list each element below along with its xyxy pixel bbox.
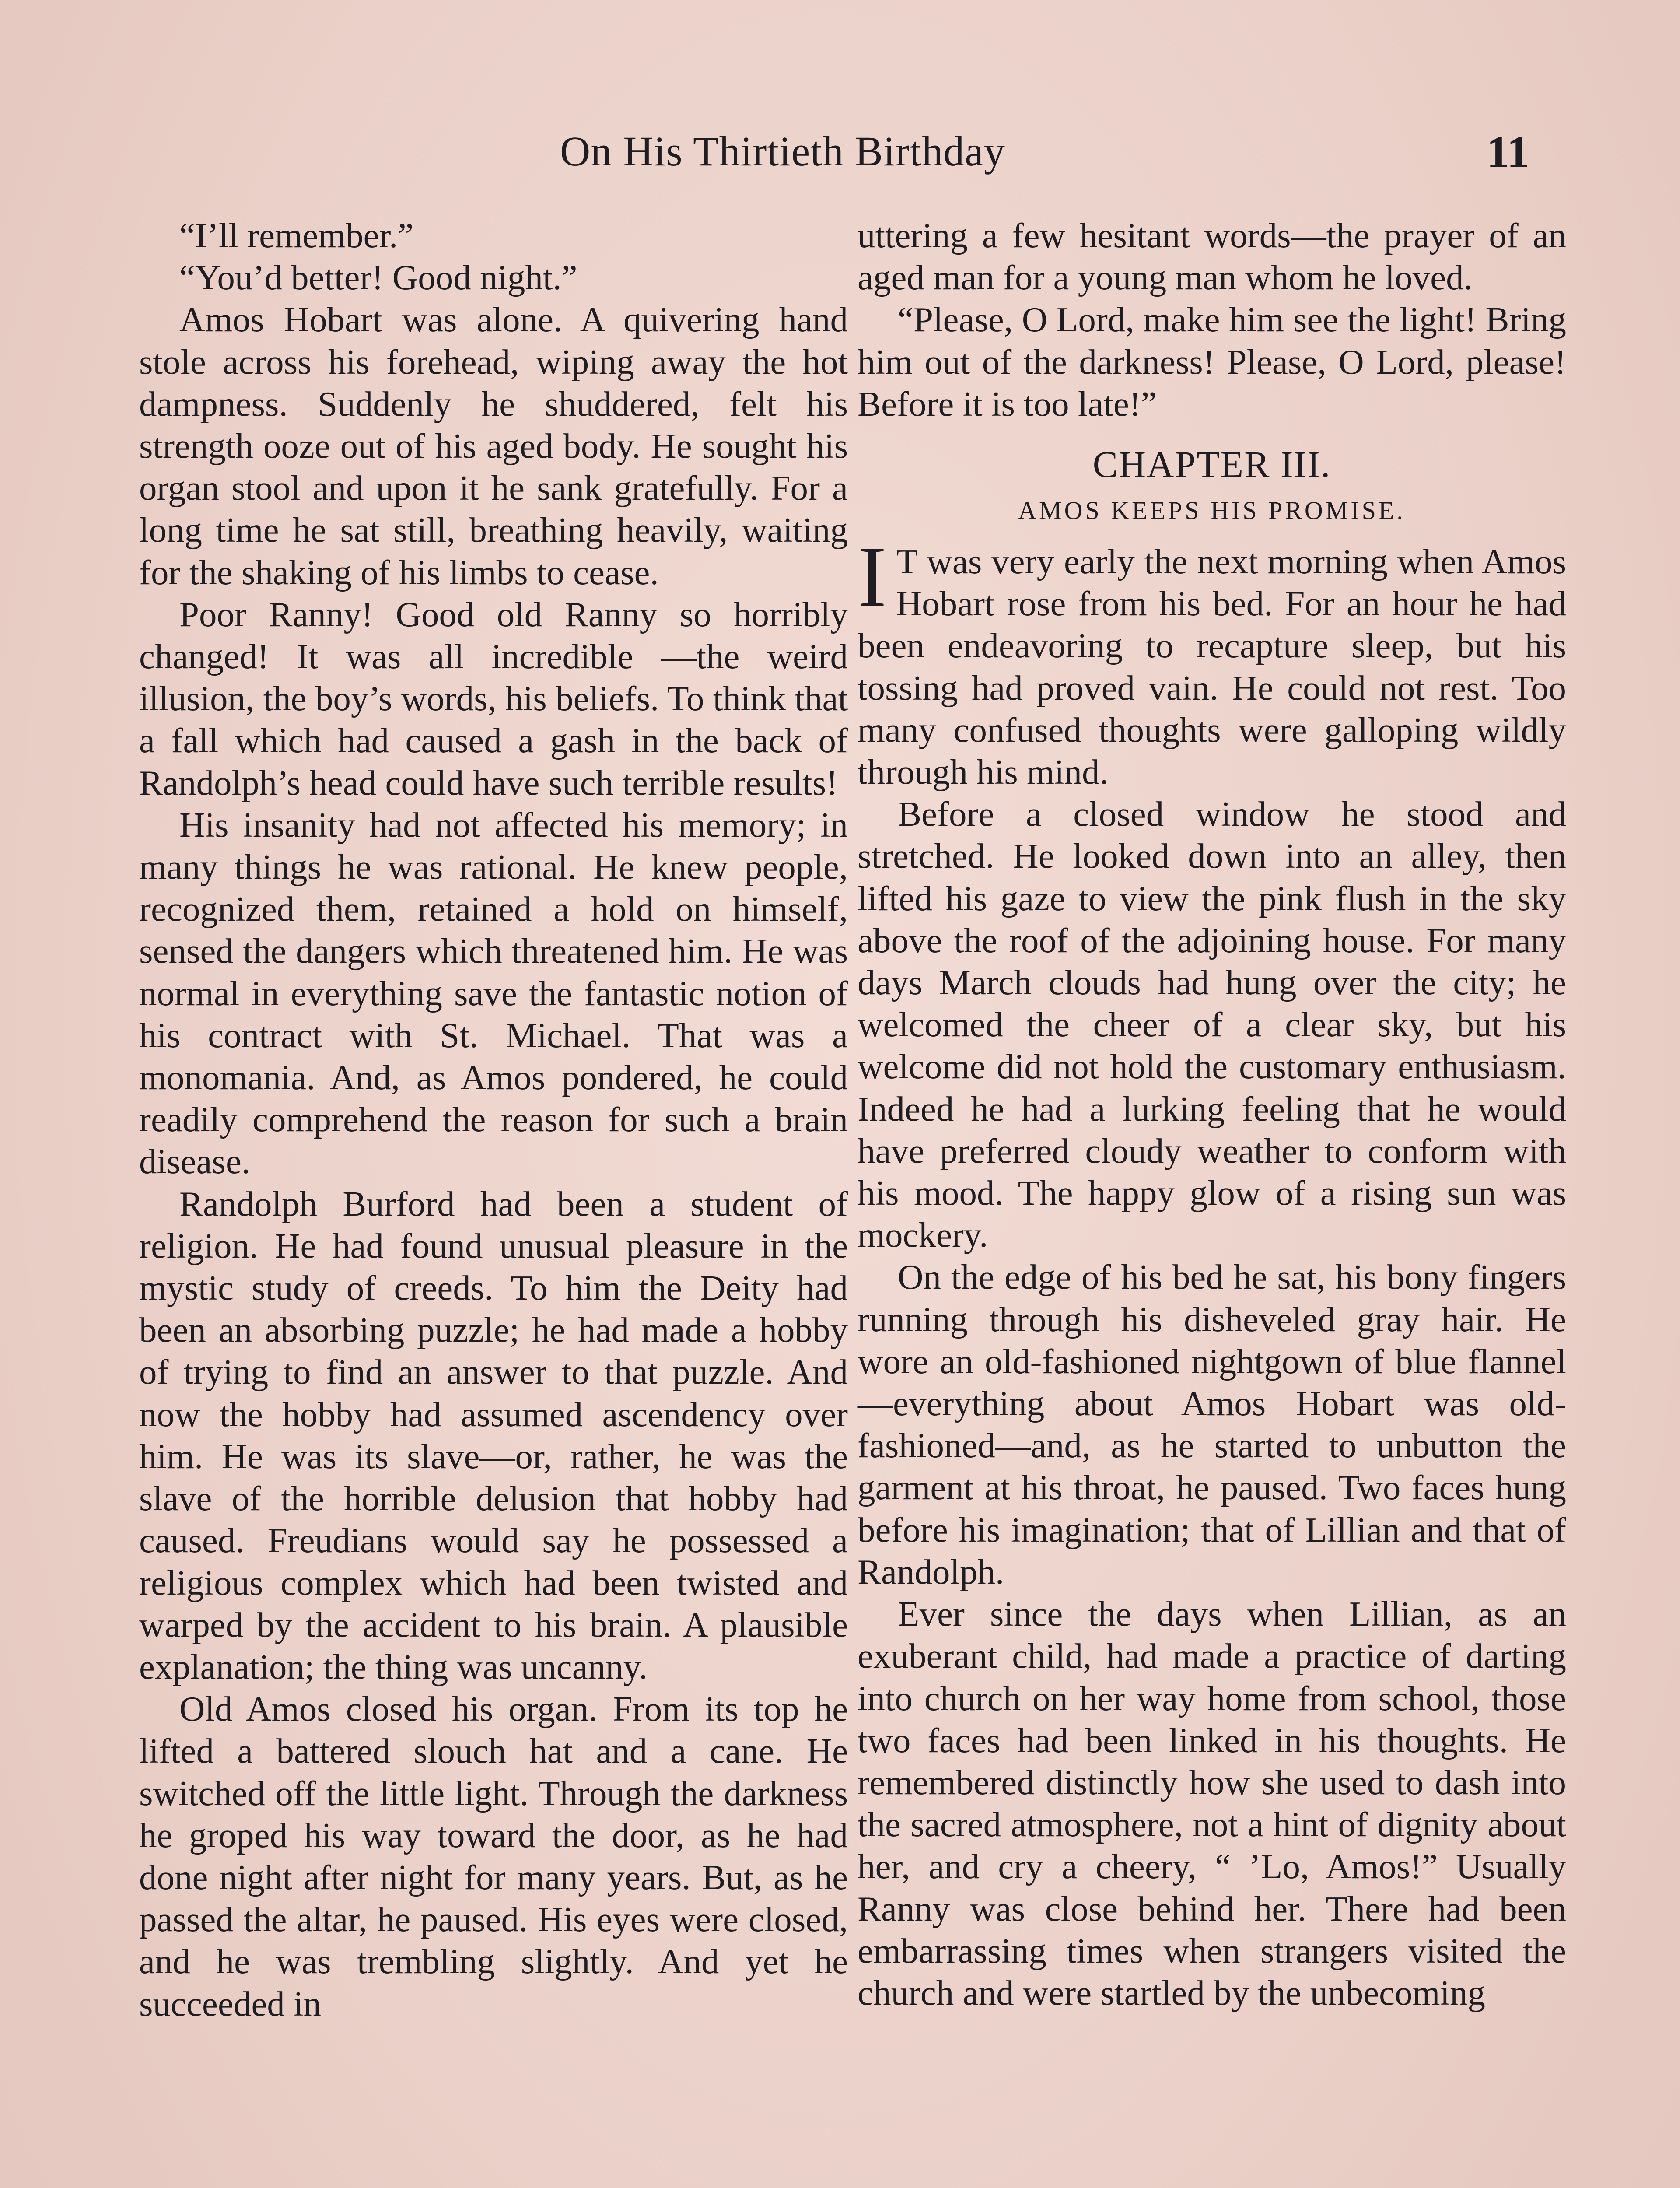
paragraph: Ever since the days when Lillian, as an exuberant child, had made a practice of darting into church on her way home from school, those two faces had been linked in his thoughts. He remembered distinctly how she used to dash into the sacred atmosphere, not a hint of dignity about her, and cry a cheery, “ ’Lo, Amos!” Usually Ranny was close behind her. There had been embarrassing times when strangers visited the church and were startled by the unbecoming [858,1594,1566,2013]
paragraph: Poor Ranny! Good old Ranny so horribly changed! It was all incredible —the weird illusion, the boy’s words, his beliefs. To think that a fall which had caused a gash in the back of Randolph’s head could have such terrible results! [139,594,848,803]
page-number: 11 [1487,127,1530,177]
running-title: On His Thirtieth Birthday [560,128,1005,175]
paragraph: Before a closed window he stood and stretched. He looked down into an alley, then lifted his gaze to view the pink flush in the sky above the roof of the adjoining house. For many days March clouds had hung over the city; he welcomed the cheer of a clear sky, but his welcome did not hold the customary enthusiasm. Indeed he had a lurking feeling that he would have preferred cloudy weather to conform with his mood. The happy glow of a rising sun was mockery. [858,794,1566,1255]
chapter-title: CHAPTER III. [1092,443,1331,486]
right-column [858,214,1566,2014]
paragraph: Old Amos closed his organ. From its top he lifted a battered slouch hat and a cane. He switched off the little light. Through the darkness he groped his way toward the door, as he had done night after night for many years. But, as he passed the altar, he paused. His eyes were closed, and he was trembling slightly. And yet he succeeded in [139,1689,848,2023]
chapter-opening-paragraph [858,529,1566,793]
paragraph: Amos Hobart was alone. A quivering hand stole across his forehead, wiping away the hot dampness. Suddenly he shuddered, felt his strength ooze out of his aged body. He sought his organ stool and upon it he sank gratefully. For a long time he sat still, breathing heavily, waiting for the shaking of his limbs to cease. [139,300,848,592]
opening-text: T was very early the next morning when Amos Hobart rose from his bed. For an hour he had been endeavoring to recapture sleep, but his tossing had proved vain. He could not rest. Too many confused thoughts were galloping wildly through his mind. [858,542,1566,792]
paragraph: His insanity had not affected his memory; in many things he was rational. He knew people, recognized them, retained a hold on himself, sensed the dangers which threatened him. He was normal in everything save the fantastic notion of his contract with St. Michael. That was a monomania. And, as Amos pondered, he could readily comprehend the reason for such a brain disease. [139,805,848,1182]
chapter-subtitle: AMOS KEEPS HIS PROMISE. [1018,496,1406,525]
continuation-paragraph: uttering a few hesitant words—the prayer of an aged man for a young man whom he loved. [858,216,1566,298]
prayer-paragraph: “Please, O Lord, make him see the light! Bring him out of the darkness! Please, O Lord, please! Before it is too late!” [858,300,1566,424]
left-column [139,214,848,2025]
paragraph: “You’d better! Good night.” [179,258,578,298]
paragraph: “I’ll remember.” [179,216,414,255]
paragraph: Randolph Burford had been a student of religion. He had found unusual pleasure in the mystic study of creeds. To him the Deity had been an absorbing puzzle; he had made a hobby of trying to find an answer to that puzzle. And now the hobby had assumed ascendency over him. He was its slave—or, rather, he was the slave of the horrible delusion that hobby had caused. Freudians would say he possessed a religious complex which had been twisted and warped by the accident to his brain. A plausible explanation; the thing was uncanny. [139,1184,848,1687]
paragraph: On the edge of his bed he sat, his bony fingers running through his disheveled gray hair. He wore an old-fashioned nightgown of blue flannel—everything about Amos Hobart was old-fashioned—and, as he started to unbutton the garment at his throat, he paused. Two faces hung before his imagination; that of Lillian and that of Randolph. [858,1257,1566,1592]
drop-cap: I [858,529,887,626]
